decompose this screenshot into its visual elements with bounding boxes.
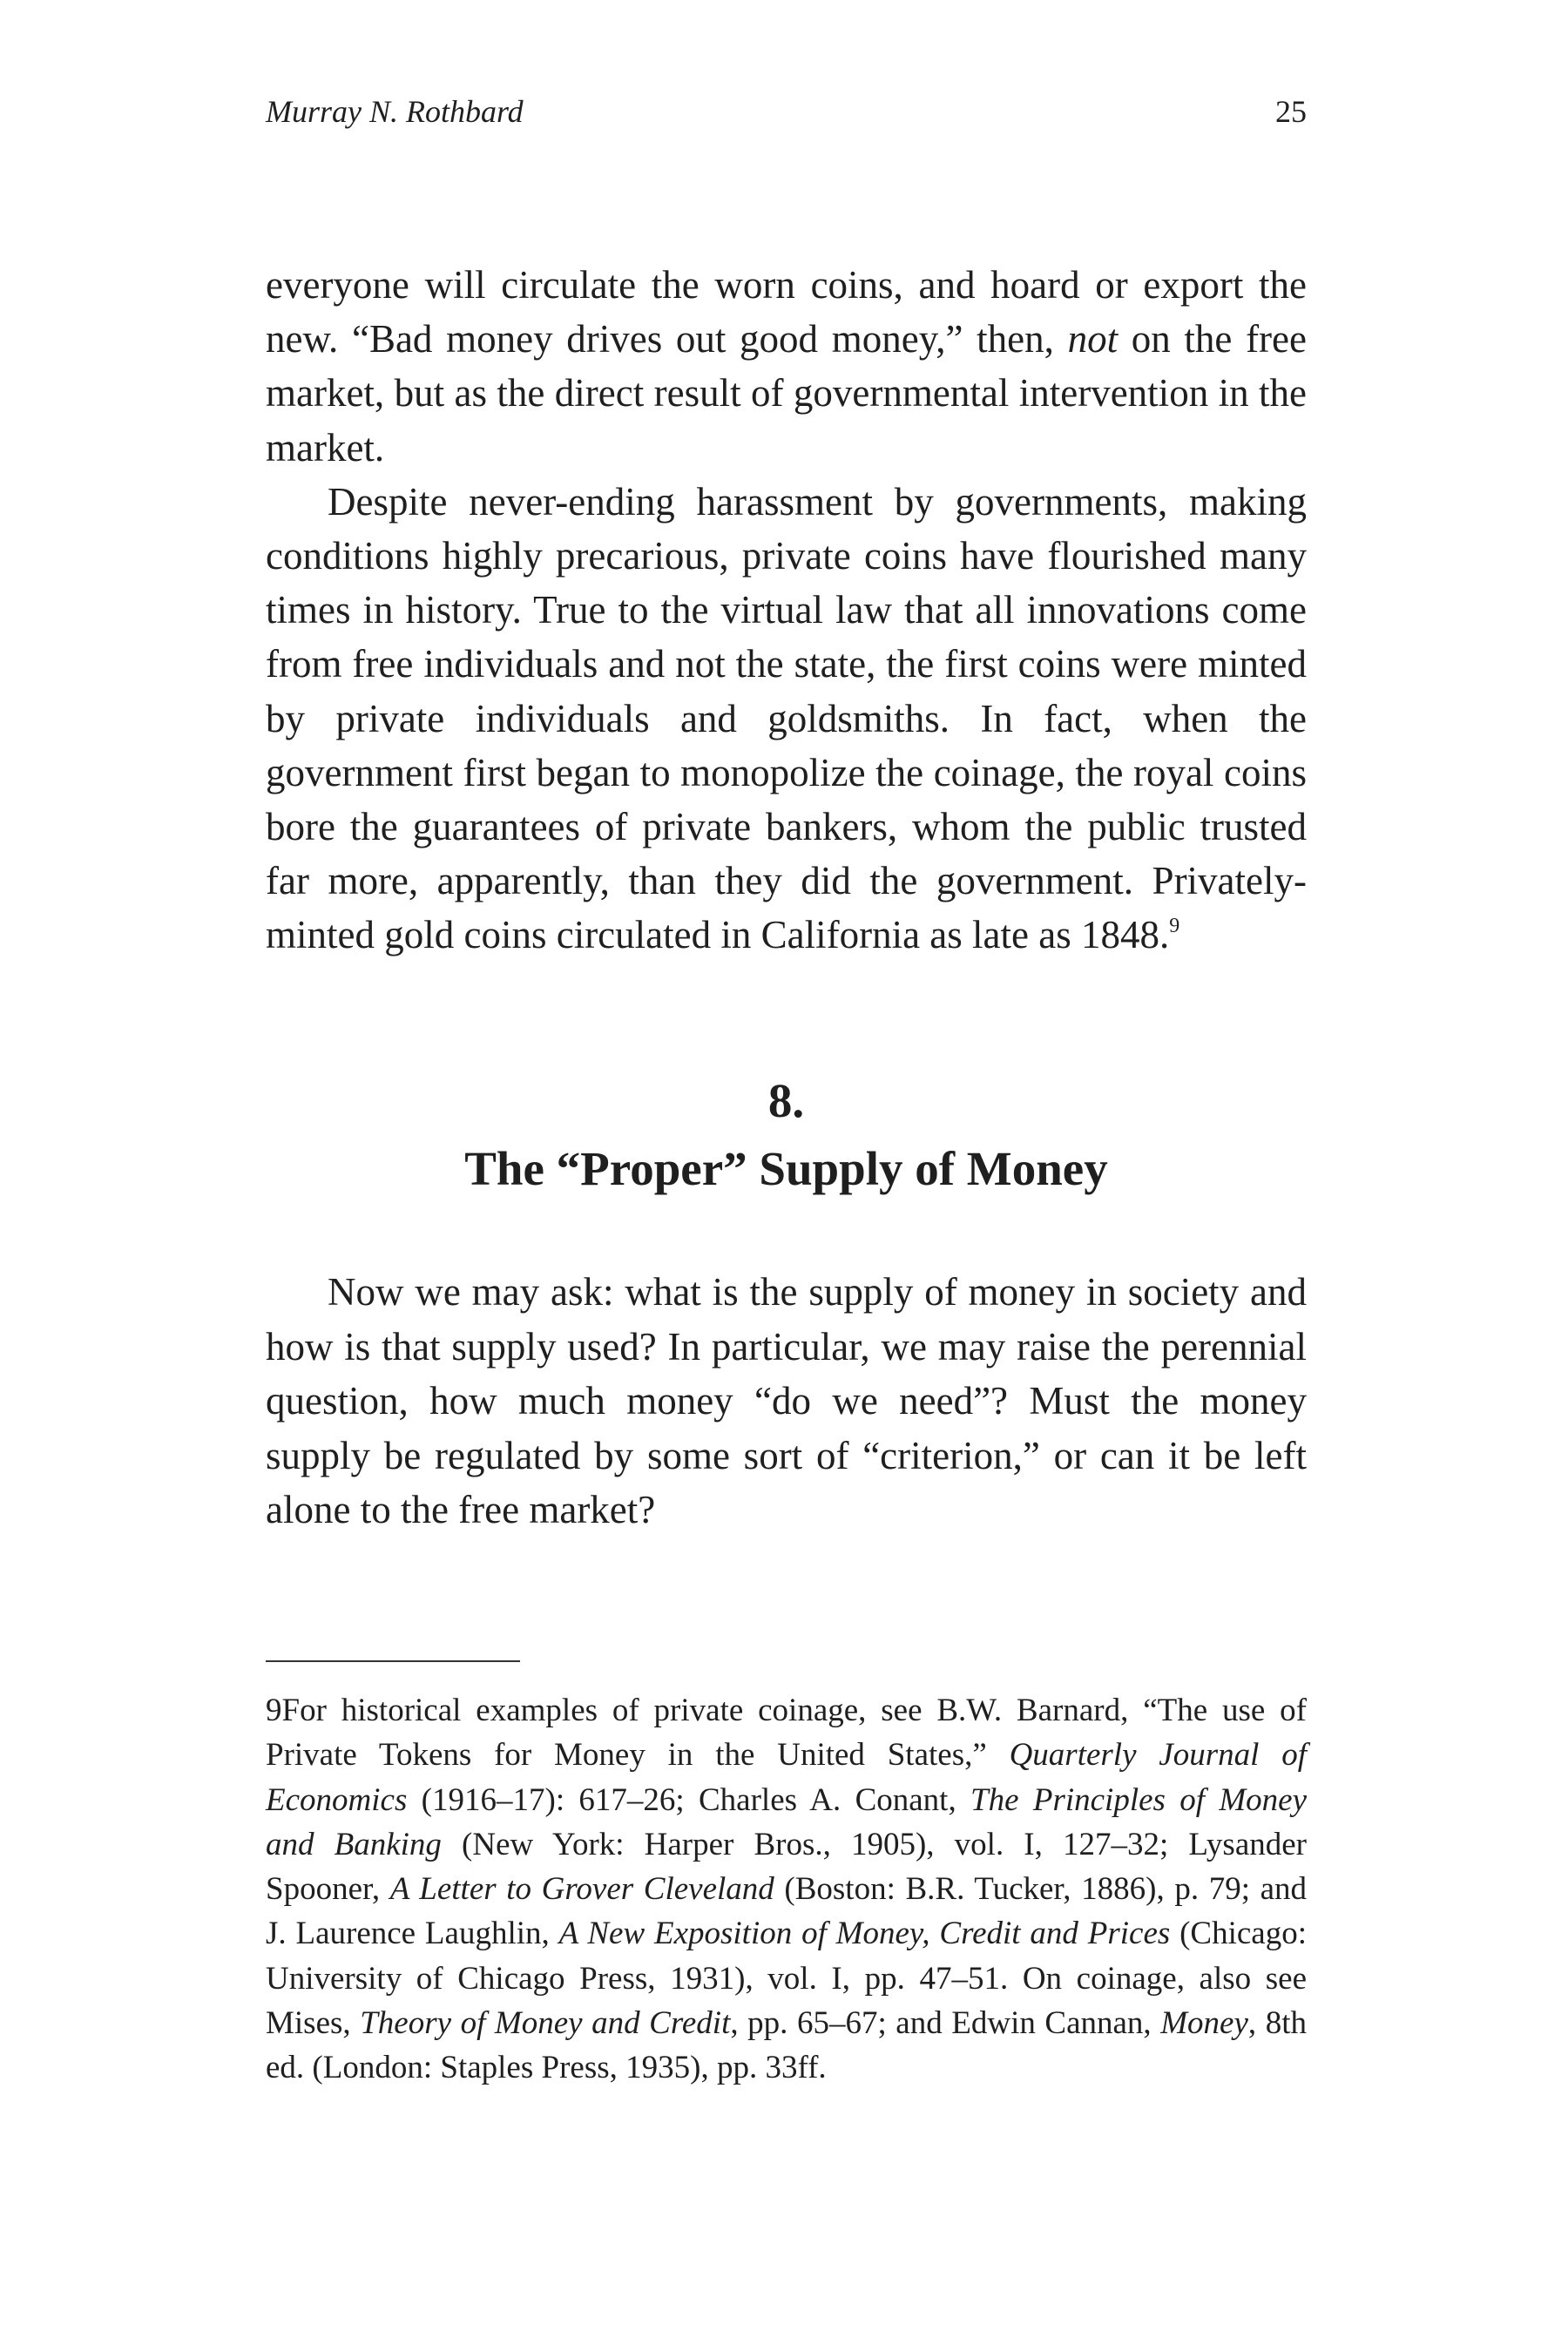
section-number: 8. <box>767 1074 805 1127</box>
book-page <box>266 0 1307 2352</box>
footnote-seg11: , pp. 65–67; and Edwin Cannan, <box>730 2005 1161 2042</box>
footnote-title-exposition: A New Exposition of Money, Credit and Prices <box>558 1916 1171 1952</box>
page-number: 25 <box>1275 94 1307 129</box>
footnote <box>266 1688 1307 2091</box>
footnote-seg1: For historical examples of private coinage, see B.W. Barnard, “The use of Private Tokens for Money in the United States,” <box>266 1693 1307 1774</box>
footnote-divider <box>266 1660 520 1662</box>
footnote-seg13: , 8th ed. (London: Staples Press, 1935), pp. 33ff. <box>266 2005 1307 2086</box>
running-header <box>266 93 1307 137</box>
footnote-seg3: (1916–17): 617–26; Charles A. Conant, <box>407 1781 971 1818</box>
paragraph-2 <box>266 475 1307 970</box>
footnote-seg9: (Chicago: University of Chicago Press, 1931), vol. I, pp. 47–51. On coinage, also see Mises, <box>266 1916 1308 2042</box>
section-title: The “Proper” Supply of Money <box>464 1142 1108 1195</box>
footnote-marker: 9 <box>266 1693 282 1728</box>
body-text <box>266 258 1307 970</box>
footnote-title-letter: A Letter to Grover Cleveland <box>389 1871 774 1908</box>
header-author: Murray N. Rothbard <box>266 94 524 129</box>
footnote-title-theory: Theory of Money and Credit <box>360 2005 731 2042</box>
footnote-seg7: (Boston: B.R. Tucker, 1886), p. 79; and J. Laurence Laughlin, <box>266 1871 1308 1952</box>
footnote-reference[interactable]: 9 <box>1169 915 1180 938</box>
footnote-title-principles: The Principles of Money and Banking <box>266 1781 1307 1862</box>
paragraph-1 <box>266 258 1307 475</box>
paragraph-1-part1: everyone will circulate the worn coins, and hoard or export the new. “Bad money drives out good money,” then, <box>266 263 1307 362</box>
footnote-title-qje: Quarterly Journal of Economics <box>266 1737 1307 1818</box>
footnote-title-money: Money <box>1160 2005 1248 2042</box>
section-paragraph: Now we may ask: what is the supply of money in society and how is that supply used? In particular, we may raise the perennial question, how much money “do we need”? Must the money supply be regulated by some sort of “criterion,” or can it be left alone to the free market? <box>266 1270 1307 1531</box>
section-heading <box>266 1067 1307 1203</box>
paragraph-1-emphasis: not <box>1067 317 1119 362</box>
paragraph-2-text: Despite never-ending harassment by governments, making conditions highly precarious, private coins have flourished many times in history. True to the virtual law that all innovations come from free individuals and not the state, the first coins were minted by private individuals and goldsmiths. In fact, when the government first began to monopolize the coinage, the royal coins bore the guarantees of private bankers, whom the public trusted far more, apparently, than they did the government. Privately-minted gold coins circulated in California as late as 1848. <box>266 479 1307 957</box>
footnote-seg5: (New York: Harper Bros., 1905), vol. I, 127–32; Lysander Spooner, <box>266 1826 1307 1908</box>
paragraph-1-part2: on the free market, but as the direct result of governmental intervention in the market. <box>266 317 1307 470</box>
